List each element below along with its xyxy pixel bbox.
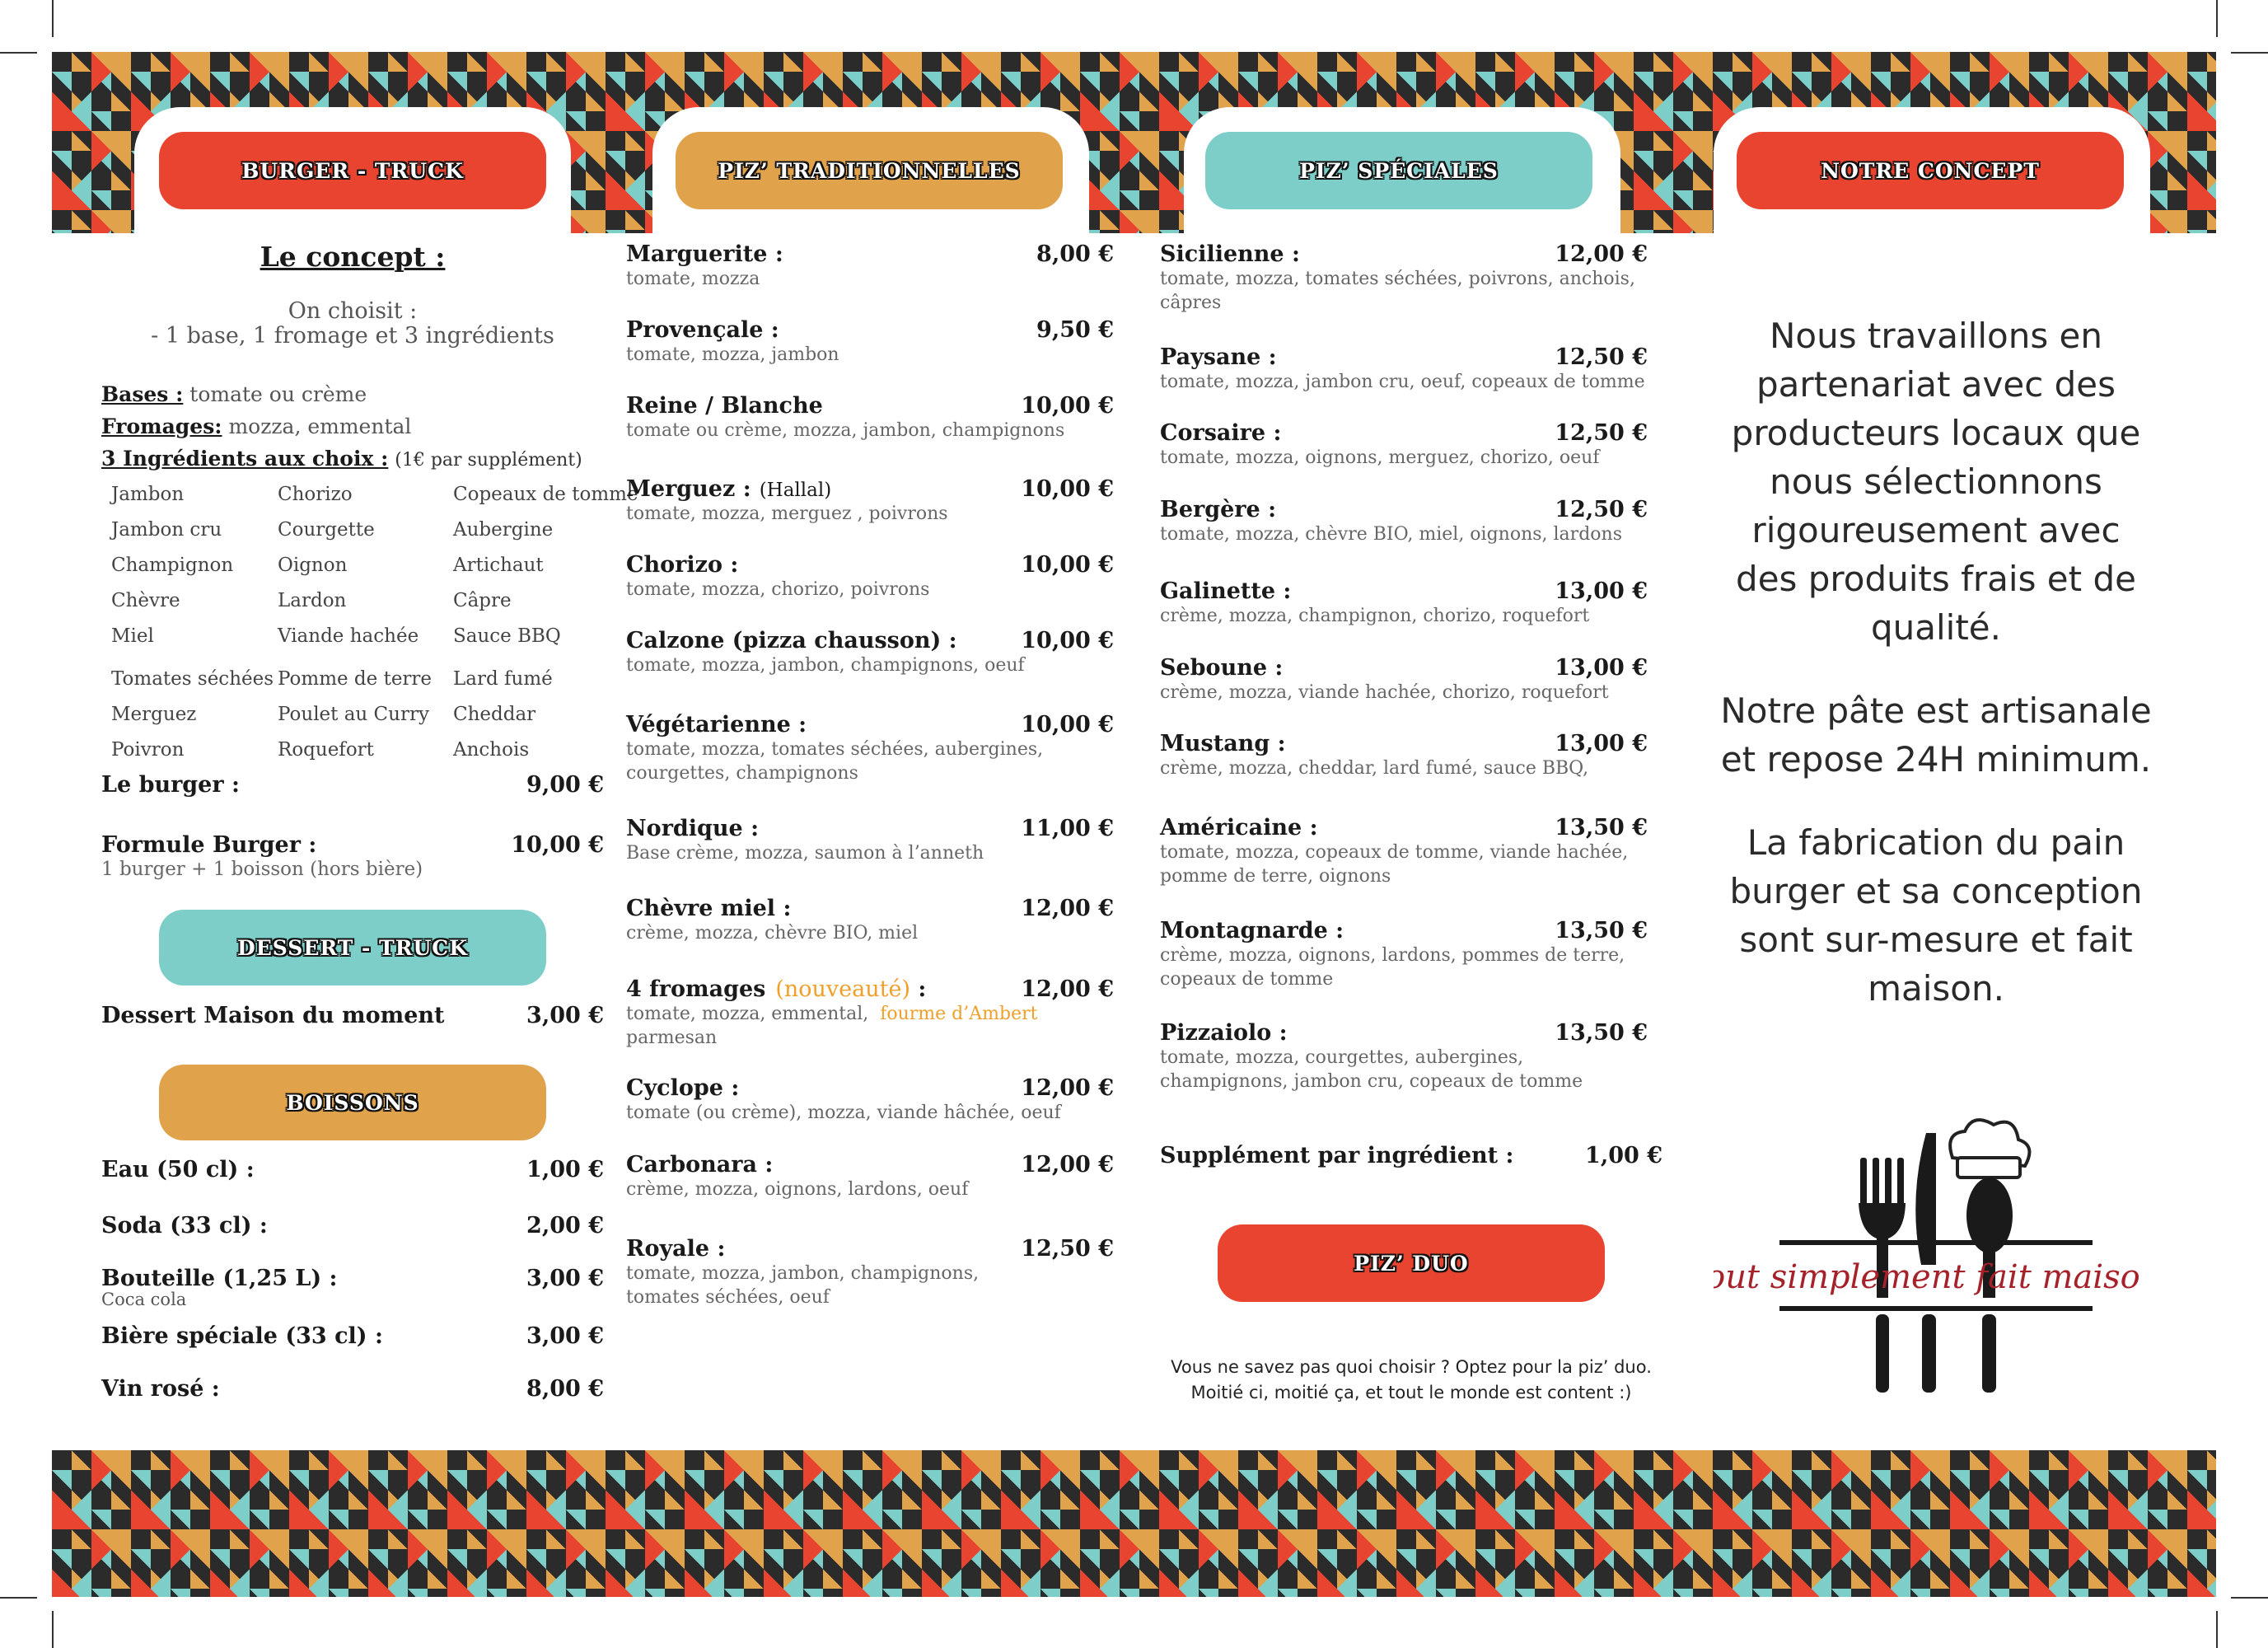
item-price: 3,00 € [526,1003,604,1028]
item-desc-2: parmesan [626,1028,718,1048]
ingredient-option: Anchois [453,739,530,761]
pizza-name: Bergère : [1160,497,1277,522]
dessert-item [101,1003,604,1028]
item-desc-2: courgettes, champignons [626,763,858,784]
crop-mark [2231,52,2268,54]
piz-duo-header: PIZ’ DUO [1218,1224,1605,1302]
item-price: 3,00 € [526,1266,604,1291]
item-price: 1,00 € [1585,1143,1662,1168]
bases-line [101,382,367,406]
pizza-name: Paysane : [1160,344,1277,370]
pizza-item [1160,815,1648,888]
pizza-name: Calzone (pizza chausson) : [626,628,957,653]
item-desc [1160,943,1648,967]
crop-mark [2231,1597,2268,1599]
desc-text: tomate, mozza, emmental, [626,1004,869,1024]
ingredient-option: Roquefort [278,739,374,761]
crop-mark [52,1611,54,1648]
item-desc [626,419,1114,442]
item-desc [626,502,1114,526]
desc-text: tomate, mozza, jambon, champignons, [626,1263,980,1284]
crop-mark [52,0,54,37]
item-price: 13,50 € [1555,1020,1648,1046]
item-price: 10,00 € [1021,476,1114,502]
boisson-item [101,1323,604,1349]
item-price: 10,00 € [1021,628,1114,653]
fromages-value: mozza, emmental [228,414,412,438]
item-price: 13,00 € [1555,578,1648,604]
item-desc [1160,756,1648,780]
desc-text: crème, mozza, oignons, lardons, oeuf [626,1179,969,1200]
item-price: 12,00 € [1555,241,1648,267]
item-desc [1160,522,1648,546]
item-desc [626,343,1114,367]
pizza-name: Provençale : [626,317,779,343]
ingredients-note: (1€ par supplément) [395,450,582,471]
bottom-pattern-band [52,1450,2216,1597]
ingredient-option: Chorizo [278,484,353,505]
item-desc [626,578,1114,602]
piz-duo-text [1135,1355,1687,1406]
duo-line-1: Vous ne savez pas quoi choisir ? Optez pour la piz’ duo. [1171,1357,1652,1377]
boisson-item [101,1376,604,1402]
ingredients-label: 3 Ingrédients aux choix : [101,447,389,471]
pizza-item [626,241,1114,291]
pizza-name: Cyclope : [626,1075,740,1101]
pizza-name: Mustang : [1160,731,1286,756]
ingredient-option: Jambon cru [111,519,222,541]
fromages-line [101,414,411,438]
concept-title: Le concept : [260,241,446,273]
dessert-truck-header: DESSERT - TRUCK [159,910,546,986]
concept-paragraph-1: Nous travaillons en partenariat avec des producteurs locaux que nous sélectionnons rigoureusement avec des produits frais et de qualité. [1731,316,2141,648]
desc-text: crème, mozza, chèvre BIO, miel [626,923,919,943]
item-desc [626,841,1114,865]
item-name: Bière spéciale (33 cl) : [101,1323,383,1349]
item-desc [1160,267,1648,291]
ingredient-option: Pomme de terre [278,668,433,690]
ingredients-line [101,447,582,471]
ingredient-option: Champignon [111,555,234,576]
pizza-item [626,317,1114,367]
desc-text: tomate, mozza [626,269,760,289]
item-name: Dessert Maison du moment [101,1003,445,1028]
item-desc-2: tomates séchées, oeuf [626,1287,830,1308]
pizza-colon: : [910,976,927,1002]
item-desc [1160,1046,1648,1070]
pizza-item [1160,731,1648,780]
item-desc [626,1101,1114,1125]
pizza-name: Galinette : [1160,578,1292,604]
pizza-name: Royale : [626,1236,726,1262]
item-name: Formule Burger : [101,832,317,858]
pizza-item [1160,420,1648,470]
fromages-label: Fromages: [101,414,222,438]
item-price: 12,50 € [1555,497,1648,522]
pizza-name: Chorizo : [626,552,739,578]
concept-paragraph-2: Notre pâte est artisanale et repose 24H minimum. [1720,691,2152,780]
boisson-item [101,1213,604,1238]
item-desc: 1 burger + 1 boisson (hors bière) [101,859,423,880]
pizza-name: Nordique : [626,816,760,841]
item-price: 10,00 € [511,832,604,858]
pizza-item [626,712,1114,785]
desc-highlight: fourme d’Ambert [880,1004,1038,1024]
desc-text: crème, mozza, oignons, lardons, pommes de terre, [1160,945,1625,966]
pizza-item [626,552,1114,602]
item-desc [626,1002,1114,1026]
item-price: 12,00 € [1021,896,1114,921]
crop-mark [0,52,37,54]
desc-text: crème, mozza, champignon, chorizo, roquefort [1160,606,1590,626]
choose-line-2: - 1 base, 1 fromage et 3 ingrédients [151,323,554,349]
duo-line-2: Moitié ci, moitié ça, et tout le monde est content :) [1190,1383,1632,1402]
desc-text: tomate, mozza, jambon [626,344,839,365]
item-price: 8,00 € [526,1376,604,1402]
pizza-item [626,393,1114,442]
ingredient-option: Poulet au Curry [278,704,429,725]
item-name: Soda (33 cl) : [101,1213,268,1238]
item-desc [1160,604,1648,628]
cutlery-icon [1714,1108,2142,1397]
item-desc-2: champignons, jambon cru, copeaux de tomme [1160,1071,1583,1092]
ingredient-option: Cheddar [453,704,536,725]
pizza-item [1160,1020,1648,1093]
pizza-name: Montagnarde : [1160,918,1344,943]
pizza-name: Végétarienne : [626,712,807,737]
pizza-highlight: (nouveauté) [775,976,911,1002]
ingredient-option: Oignon [278,555,348,576]
desc-text: tomate, mozza, oignons, merguez, chorizo, oeuf [1160,447,1600,468]
desc-text: tomate (ou crème), mozza, viande hâchée, oeuf [626,1103,1061,1123]
desc-text: tomate, mozza, merguez , poivrons [626,503,948,524]
item-name: Eau (50 cl) : [101,1157,255,1182]
item-price: 13,00 € [1555,731,1648,756]
item-desc [1160,446,1648,470]
ingredient-option: Jambon [111,484,185,505]
crop-mark [2216,1611,2218,1648]
desc-text: tomate ou crème, mozza, jambon, champignons [626,420,1065,441]
pizza-name: Sicilienne : [1160,241,1300,267]
boisson-item [101,1266,604,1308]
ingredient-option: Aubergine [453,519,554,541]
supplement-item [1160,1143,1662,1168]
boissons-header: BOISSONS [159,1065,546,1140]
item-desc: Coca cola [101,1290,187,1309]
desc-text: crème, mozza, viande hachée, chorizo, roquefort [1160,682,1609,703]
pizza-item [626,1152,1114,1201]
item-price: 10,00 € [1021,393,1114,419]
pizza-item [1160,497,1648,546]
fait-maison-logo [1714,1108,2142,1397]
piz-traditionnelles-header: PIZ’ TRADITIONNELLES [676,132,1063,209]
pizza-name: Américaine : [1160,815,1318,840]
crop-mark [2216,0,2218,37]
ingredient-option: Lard fumé [453,668,553,690]
desc-text: tomate, mozza, copeaux de tomme, viande hachée, [1160,842,1629,863]
pizza-item [626,1075,1114,1125]
ingredient-option: Tomates séchées [111,668,274,690]
item-price: 9,50 € [1036,317,1114,343]
pizza-item [1160,655,1648,705]
item-desc [626,267,1114,291]
pizza-name: Merguez : [626,476,751,502]
formule-burger-item [101,832,604,882]
pizza-item [1160,241,1648,315]
burger-item [101,772,604,798]
pizza-name: Chèvre miel : [626,896,792,921]
item-desc [626,737,1114,761]
item-desc-2: pomme de terre, oignons [1160,866,1391,887]
logo-text: Tout simplement fait maison [1714,1258,2142,1296]
notre-concept-header: NOTRE CONCEPT [1737,132,2124,209]
desc-text: tomate, mozza, jambon, champignons, oeuf [626,655,1025,676]
item-price: 11,00 € [1021,816,1114,841]
pizza-item [626,1236,1114,1309]
pizza-item [626,476,1114,526]
ingredient-option: Câpre [453,590,512,611]
pizza-item [626,816,1114,865]
item-price: 13,50 € [1555,815,1648,840]
pizza-item [1160,344,1648,394]
desc-text: tomate, mozza, jambon cru, oeuf, copeaux de tomme [1160,372,1645,392]
item-price: 13,50 € [1555,918,1648,943]
item-desc [626,921,1114,945]
ingredient-option: Viande hachée [278,625,419,647]
pizza-name: Carbonara : [626,1152,774,1177]
crop-mark [0,1597,37,1599]
ingredient-option: Sauce BBQ [453,625,561,647]
item-price: 12,50 € [1555,420,1648,446]
item-price: 12,00 € [1021,1152,1114,1177]
bases-value: tomate ou crème [189,382,367,406]
desc-text: crème, mozza, cheddar, lard fumé, sauce BBQ, [1160,758,1589,779]
pizza-item [626,976,1114,1050]
item-price: 3,00 € [526,1323,604,1349]
ingredient-option: Merguez [111,704,197,725]
ingredient-option: Miel [111,625,154,647]
choose-line-1: On choisit : [288,298,418,324]
pizza-item [1160,918,1648,991]
item-price: 13,00 € [1555,655,1648,681]
item-name: Supplément par ingrédient : [1160,1143,1514,1168]
item-name: Le burger : [101,772,240,798]
concept-paragraph-3: La fabrication du pain burger et sa conception sont sur-mesure et fait maison. [1729,822,2143,1009]
item-price: 12,00 € [1021,976,1114,1002]
boisson-item [101,1157,604,1182]
ingredient-option: Artichaut [453,555,544,576]
item-desc [626,1177,1114,1201]
item-price: 12,00 € [1021,1075,1114,1101]
ingredient-option: Lardon [278,590,347,611]
item-price: 12,50 € [1555,344,1648,370]
item-price: 12,50 € [1021,1236,1114,1262]
pizza-name: Marguerite : [626,241,783,267]
item-price: 10,00 € [1021,552,1114,578]
pizza-extra: (Hallal) [759,480,832,501]
pizza-name: Corsaire : [1160,420,1282,446]
item-desc [626,1262,1114,1285]
burger-truck-header: BURGER - TRUCK [159,132,546,209]
item-desc [626,653,1114,677]
ingredient-option: Poivron [111,739,185,761]
pizza-item [626,896,1114,945]
desc-text: tomate, mozza, courgettes, aubergines, [1160,1047,1524,1068]
ingredient-option: Courgette [278,519,375,541]
item-desc [1160,370,1648,394]
item-price: 1,00 € [526,1157,604,1182]
pizza-name: Pizzaiolo : [1160,1020,1288,1046]
item-desc-2: copeaux de tomme [1160,969,1334,990]
item-name: Bouteille (1,25 L) : [101,1266,338,1291]
desc-text: tomate, mozza, chèvre BIO, miel, oignons, lardons [1160,524,1622,545]
item-price: 9,00 € [526,772,604,798]
ingredient-option: Copeaux de tomme [453,484,638,505]
desc-text: tomate, mozza, tomates séchées, poivrons, anchois, [1160,269,1635,289]
desc-text: Base crème, mozza, saumon à l’anneth [626,843,984,864]
item-desc [1160,840,1648,864]
ingredient-option: Chèvre [111,590,180,611]
item-price: 8,00 € [1036,241,1114,267]
bases-label: Bases : [101,382,184,406]
item-desc [1160,681,1648,705]
pizza-name: 4 fromages [626,976,766,1002]
pizza-item [626,628,1114,677]
concept-text [1718,311,2154,1047]
item-price: 2,00 € [526,1213,604,1238]
pizza-name: Reine / Blanche [626,393,823,419]
desc-text: tomate, mozza, tomates séchées, aubergines, [626,739,1044,760]
desc-text: tomate, mozza, chorizo, poivrons [626,579,930,600]
pizza-item [1160,578,1648,628]
pizza-name: Seboune : [1160,655,1284,681]
item-name: Vin rosé : [101,1376,220,1402]
piz-speciales-header: PIZ’ SPÉCIALES [1205,132,1592,209]
item-desc-2: câpres [1160,293,1222,313]
item-price: 10,00 € [1021,712,1114,737]
